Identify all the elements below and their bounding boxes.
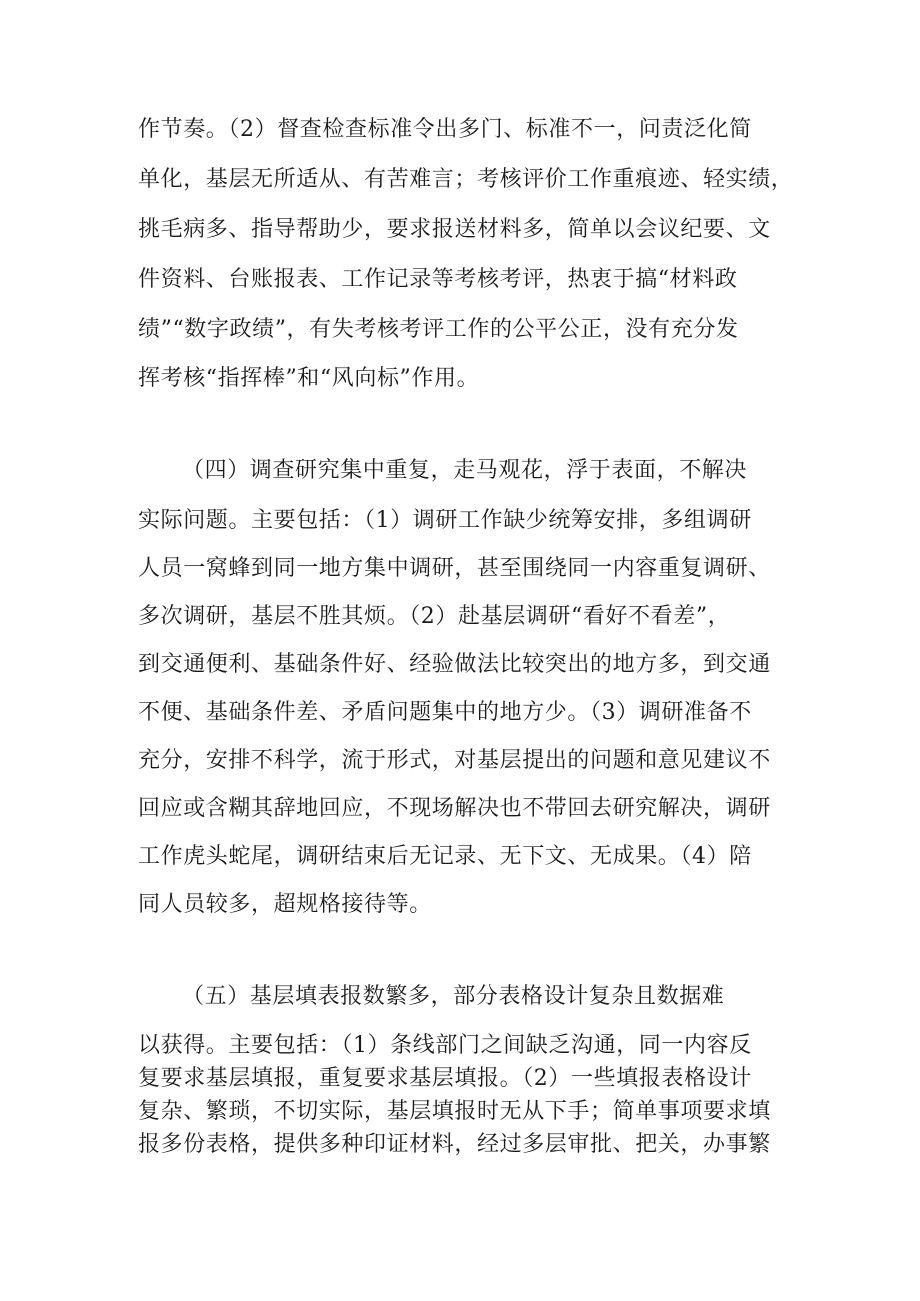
text-line: 以获得。主要包括：（1）条线部门之间缺乏沟通，同一内容反 xyxy=(138,1033,752,1058)
text-line: 同人员较多，超规格接待等。 xyxy=(138,892,432,917)
text-line: 工作虎头蛇尾，调研结束后无记录、无下文、无成果。（4）陪 xyxy=(138,844,752,869)
text-line: 实际问题。主要包括：（1）调研工作缺少统筹安排，多组调研 xyxy=(138,508,752,533)
text-line: 作节奏。（2）督查检查标准令出多门、标准不一，问责泛化简 xyxy=(138,117,752,142)
text-line: 挥考核“指挥棒”和“风向标”作用。 xyxy=(138,366,480,391)
text-line: 到交通便利、基础条件好、经验做法比较突出的地方多，到交通 xyxy=(138,652,771,677)
text-line: 件资料、台账报表、工作记录等考核考评，热衷于搞“材料政 xyxy=(138,267,738,292)
text-line: 充分，安排不科学，流于形式，对基层提出的问题和意见建议不 xyxy=(138,748,771,773)
text-line: 报多份表格，提供多种印证材料，经过多层审批、把关，办事繁 xyxy=(138,1132,771,1157)
text-line: 复要求基层填报，重复要求基层填报。（2）一些填报表格设计 xyxy=(138,1066,752,1091)
text-line: 人员一窝蜂到同一地方集中调研，甚至围绕同一内容重复调研、 xyxy=(138,556,771,581)
section-heading-line: （五）基层填表报数繁多，部分表格设计复杂且数据难 xyxy=(182,984,725,1009)
text-line: 多次调研，基层不胜其烦。（2）赴基层调研“看好不看差”， xyxy=(138,604,731,629)
text-line: 挑毛病多、指导帮助少，要求报送材料多，简单以会议纪要、文 xyxy=(138,217,771,242)
text-line: 回应或含糊其辞地回应，不现场解决也不带回去研究解决，调研 xyxy=(138,796,771,821)
text-line: 不便、基础条件差、矛盾问题集中的地方少。（3）调研准备不 xyxy=(138,700,752,725)
text-line: 绩”“数字政绩”，有失考核考评工作的公平公正，没有充分发 xyxy=(138,317,739,342)
text-line: 复杂、繁琐，不切实际，基层填报时无从下手；简单事项要求填 xyxy=(138,1099,771,1124)
text-line: 单化，基层无所适从、有苦难言；考核评价工作重痕迹、轻实绩， xyxy=(138,167,794,192)
section-heading-line: （四）调查研究集中重复，走马观花，浮于表面，不解决 xyxy=(182,458,748,483)
